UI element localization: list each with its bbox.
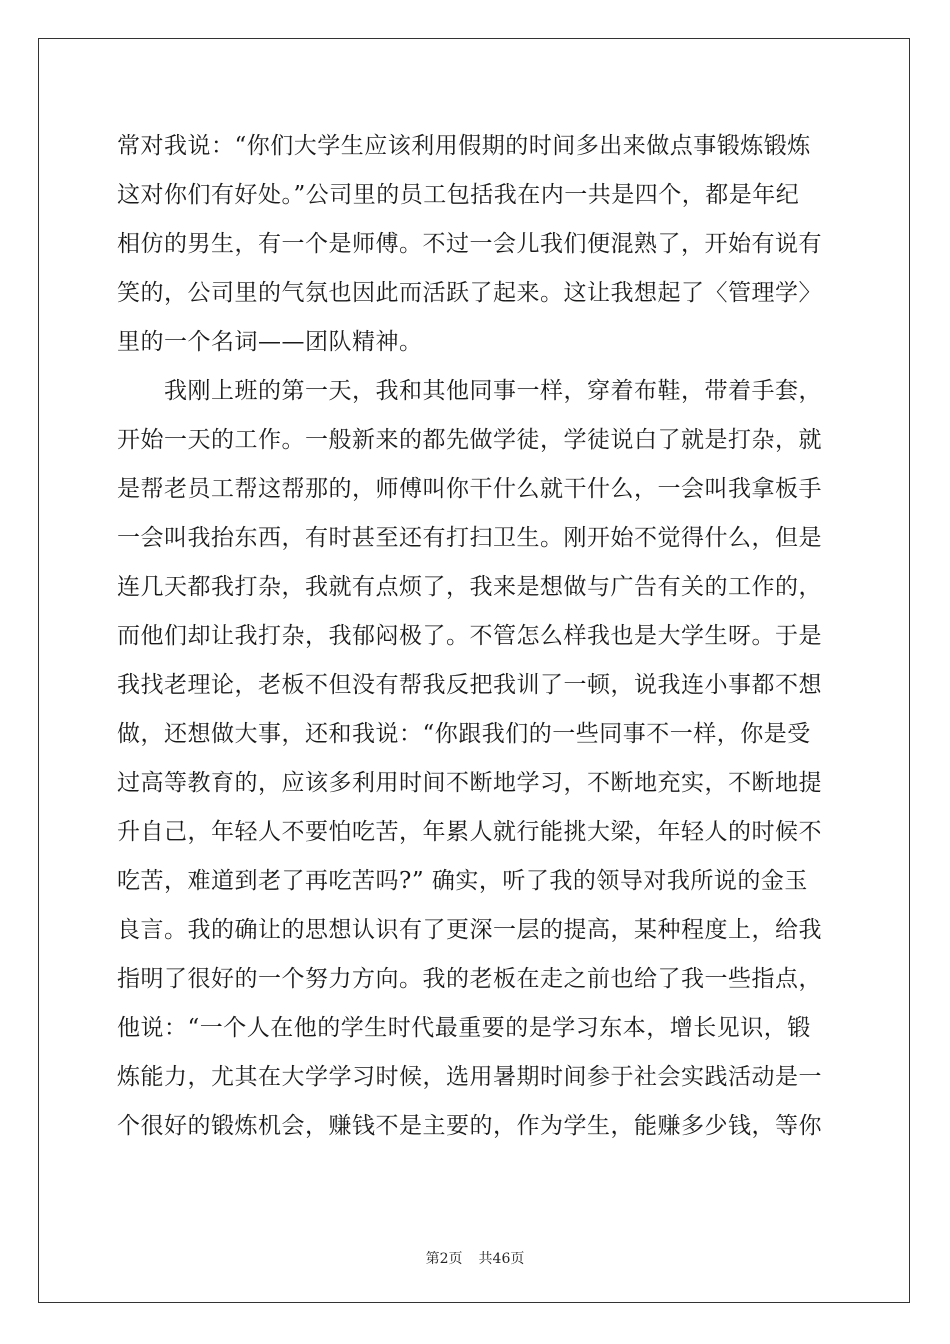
text-line: 他说：“一个人在他的学生时代最重要的是学习东本，增长见识，锻: [117, 1015, 811, 1041]
text-line: 一会叫我抬东西，有时甚至还有打扫卫生。刚开始不觉得什么，但是: [117, 525, 822, 551]
page-total: 共46页: [478, 1251, 525, 1267]
text-line: 炼能力，尤其在大学学习时候，选用暑期时间参于社会实践活动是一: [117, 1064, 822, 1090]
text-line: 笑的，公司里的气氛也因此而活跃了起来。这让我想起了〈管理学〉: [117, 280, 822, 306]
text-line: 是帮老员工帮这帮那的，师傅叫你干什么就干什么，一会叫我拿板手: [117, 476, 822, 502]
text-line: 做，还想做大事，还和我说：“你跟我们的一些同事不一样，你是受: [117, 721, 811, 747]
page-footer: [0, 1248, 950, 1268]
text-line: 良言。我的确让的思想认识有了更深一层的提高，某种程度上，给我: [117, 917, 822, 943]
text-line: 连几天都我打杂，我就有点烦了，我来是想做与广告有关的工作的，: [117, 574, 822, 600]
text-line: 指明了很好的一个努力方向。我的老板在走之前也给了我一些指点，: [117, 966, 822, 992]
text-line: 过高等教育的，应该多利用时间不断地学习，不断地充实，不断地提: [117, 770, 822, 796]
text-line: 里的一个名词——团队精神。: [117, 329, 423, 355]
text-line: 个很好的锻炼机会，赚钱不是主要的，作为学生，能赚多少钱，等你: [117, 1113, 822, 1139]
document-body: [117, 122, 833, 1151]
text-line: 吃苦，难道到老了再吃苦吗?” 确实，听了我的领导对我所说的金玉: [117, 868, 808, 894]
text-line: 我找老理论，老板不但没有帮我反把我训了一顿，说我连小事都不想: [117, 672, 822, 698]
text-line: 开始一天的工作。一般新来的都先做学徒，学徒说白了就是打杂，就: [117, 427, 822, 453]
text-line: 我刚上班的第一天，我和其他同事一样，穿着布鞋，带着手套，: [117, 378, 822, 404]
text-line: 而他们却让我打杂，我郁闷极了。不管怎么样我也是大学生呀。于是: [117, 623, 822, 649]
page-number: 第2页: [425, 1251, 463, 1267]
text-line: 这对你们有好处。”公司里的员工包括我在内一共是四个，都是年纪: [117, 182, 800, 208]
text-line: 升自己，年轻人不要怕吃苦，年累人就行能挑大梁，年轻人的时候不: [117, 819, 822, 845]
text-line: 相仿的男生，有一个是师傅。不过一会儿我们便混熟了，开始有说有: [117, 231, 822, 257]
text-line: 常对我说：“你们大学生应该利用假期的时间多出来做点事锻炼锻炼: [117, 133, 811, 159]
